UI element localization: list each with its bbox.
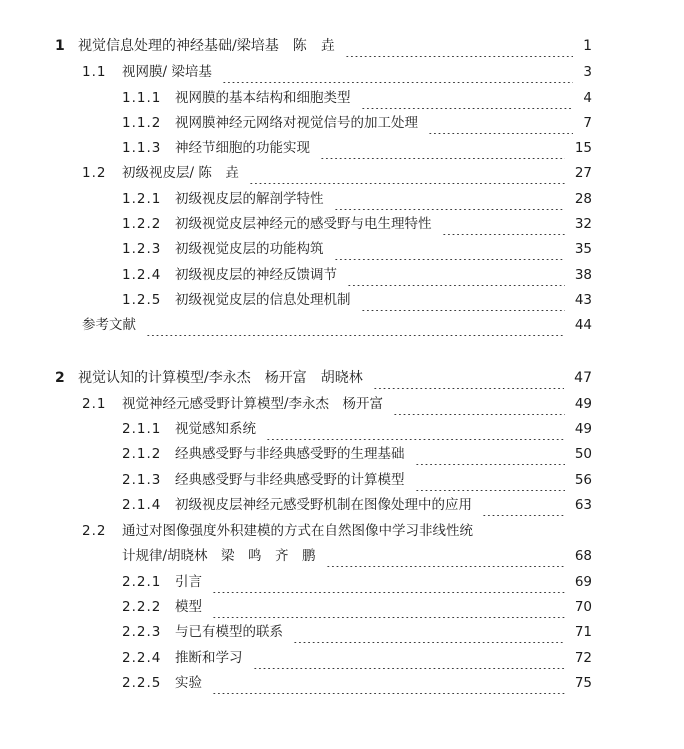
toc-entry-number: 2.1.2 [122,446,162,462]
toc-entry-number: 1.1 [82,64,107,80]
toc-entry-leader [482,494,565,516]
toc-entry-page: 38 [574,267,592,283]
toc-entry-author: / 陈 垚 [189,165,239,181]
toc-entry [0,418,684,440]
toc-entry-page: 49 [574,421,592,437]
toc-entry-title [175,87,351,109]
toc-entry-number: 2.1 [82,396,107,412]
toc-entry-title [78,367,363,389]
toc-entry-title [175,213,432,235]
toc-entry-number: 2.2 [82,523,107,539]
toc-entry-number: 1.2 [82,165,107,181]
toc-entry-leader [212,672,565,694]
toc-entry-title-text: 初级视皮层神经元感受野机制在图像处理中的应用 [175,497,472,513]
toc-entry-page: 71 [574,624,592,640]
toc-entry [0,137,684,159]
toc-entry-title [122,520,473,542]
toc-entry-title [175,571,202,593]
toc-entry [0,188,684,210]
toc-entry-leader [326,545,565,567]
toc-entry-number: 2.2.1 [122,574,162,590]
toc-entry-leader [347,264,565,286]
toc-entry-leader [212,571,565,593]
toc-entry-title [175,469,405,491]
toc-entry-leader [428,112,573,134]
toc-entry-leader [334,238,565,260]
toc-entry [0,289,684,311]
toc-entry-title-text: 模型 [175,599,202,615]
toc-entry [0,314,684,336]
toc-entry-page: 3 [583,64,592,80]
toc-entry [0,545,684,567]
toc-entry-leader [293,621,565,643]
toc-entry-title [175,443,405,465]
toc-entry-leader [253,647,565,669]
toc-entry-title [122,393,383,415]
toc-entry-page: 47 [574,370,592,386]
toc-entry-title [175,238,324,260]
toc-entry-page: 1 [583,38,592,54]
toc-entry [0,238,684,260]
toc-entry [0,162,684,184]
toc-entry-title-text: 视网膜的基本结构和细胞类型 [175,90,351,106]
toc-entry-number: 1.2.2 [122,216,162,232]
toc-entry-title-text: 初级视觉皮层神经元的感受野与电生理特性 [175,216,432,232]
toc-entry-author: /李永杰 杨开富 胡晓林 [204,370,363,386]
toc-entry-number: 2.2.4 [122,650,162,666]
toc-entry-leader [320,137,565,159]
toc-entry-number: 2.1.4 [122,497,162,513]
toc-entry-number: 1.2.5 [122,292,162,308]
toc-entry-page: 63 [574,497,592,513]
toc-entry-number: 2.2.2 [122,599,162,615]
toc-entry-title-text: 初级视皮层的解剖学特性 [175,191,324,207]
toc-entry [0,520,684,542]
toc-entry [0,494,684,516]
toc-entry [0,112,684,134]
toc-entry-title [175,289,351,311]
toc-entry-author: /梁培基 陈 垚 [232,38,335,54]
toc-entry-number: 1.1.3 [122,140,162,156]
toc-entry [0,213,684,235]
toc-entry-title-text: 初级视皮层 [122,165,190,181]
toc-entry-number: 2.2.3 [122,624,162,640]
toc-entry [0,87,684,109]
toc-entry [0,621,684,643]
toc-entry [0,264,684,286]
toc-entry-page: 7 [583,115,592,131]
toc-entry-title-text: 经典感受野与非经典感受野的生理基础 [175,446,405,462]
toc-entry-title-text: 与已有模型的联系 [175,624,283,640]
toc-entry-leader [361,87,573,109]
toc-entry-title-text: 引言 [175,574,202,590]
toc-entry-page: 43 [574,292,592,308]
toc-entry-page: 4 [583,90,592,106]
toc-entry-author: /胡晓林 梁 鸣 齐 鹏 [162,548,316,564]
toc-entry-page: 35 [574,241,592,257]
toc-entry-page: 75 [574,675,592,691]
toc-entry-leader [415,443,565,465]
toc-entry-title-text: 视觉神经元感受野计算模型 [122,396,284,412]
toc-entry-page: 49 [574,396,592,412]
toc-entry [0,61,684,83]
toc-entry-title [175,418,256,440]
toc-entry-title-text: 视觉认知的计算模型 [78,370,204,386]
toc-entry-page: 50 [574,446,592,462]
toc-entry-number: 2.2.5 [122,675,162,691]
toc-entry-title-text: 初级视觉皮层的信息处理机制 [175,292,351,308]
toc-entry-title [122,545,316,567]
toc-entry [0,672,684,694]
toc-entry-number: 1.2.1 [122,191,162,207]
toc-entry-title [175,264,337,286]
toc-entry-title-text: 通过对图像强度外积建模的方式在自然图像中学习非线性统 [122,523,473,539]
toc-entry-title-text: 推断和学习 [175,650,243,666]
toc-entry-leader [442,213,565,235]
toc-entry-number: 1.1.2 [122,115,162,131]
toc-entry-title-text: 初级视觉皮层的功能构筑 [175,241,324,257]
toc-entry-leader [393,393,565,415]
toc-entry-page: 68 [574,548,592,564]
toc-entry [0,571,684,593]
toc-entry-number: 2.1.1 [122,421,162,437]
toc-entry-title [122,162,239,184]
toc-entry-title [175,494,472,516]
toc-entry-page: 56 [574,472,592,488]
toc-entry-page: 15 [574,140,592,156]
toc-entry-leader [222,61,573,83]
toc-entry-title [78,35,335,57]
toc-entry-title [175,621,283,643]
toc-entry-title [122,61,212,83]
toc-entry-title-text: 初级视皮层的神经反馈调节 [175,267,337,283]
toc-entry-page: 28 [574,191,592,207]
toc-entry-leader [373,367,564,389]
toc-entry-title-text: 经典感受野与非经典感受野的计算模型 [175,472,405,488]
toc-entry-author: / 梁培基 [162,64,212,80]
toc-entry-leader [266,418,565,440]
toc-entry-title [175,137,310,159]
toc-entry-number: 1.2.3 [122,241,162,257]
toc-entry [0,647,684,669]
toc-entry [0,393,684,415]
toc-entry-title-text: 视觉信息处理的神经基础 [78,38,232,54]
toc-entry-title-text: 实验 [175,675,202,691]
toc-entry-page: 72 [574,650,592,666]
toc-entry-page: 69 [574,574,592,590]
toc-entry [0,443,684,465]
toc-entry-leader [345,35,573,57]
toc-entry-number: 1.1.1 [122,90,162,106]
toc-entry-title-text: 参考文献 [82,317,136,333]
toc-entry-title-text: 神经节细胞的功能实现 [175,140,310,156]
toc-entry-leader [249,162,565,184]
toc-entry-leader [415,469,565,491]
toc-entry-title-text: 视网膜 [122,64,163,80]
toc-entry-title-text: 计规律 [122,548,163,564]
toc-entry-number: 2 [55,370,66,386]
toc-entry-page: 70 [574,599,592,615]
toc-entry-number: 1 [55,38,66,54]
toc-entry-title [82,314,136,336]
toc-entry [0,596,684,618]
toc-entry-number: 2.1.3 [122,472,162,488]
toc-entry [0,469,684,491]
toc-entry-title [175,672,202,694]
toc-entry-title [175,647,243,669]
toc-entry-number: 1.2.4 [122,267,162,283]
toc-entry [0,35,684,57]
toc-entry-title [175,112,418,134]
toc-entry-author: /李永杰 杨开富 [284,396,384,412]
toc-entry-leader [361,289,565,311]
toc-entry-title-text: 视网膜神经元网络对视觉信号的加工处理 [175,115,418,131]
toc-entry-page: 44 [574,317,592,333]
toc-entry-page: 27 [574,165,592,181]
toc-entry-page: 32 [574,216,592,232]
toc-entry-leader [212,596,565,618]
toc-entry-leader [334,188,565,210]
toc-entry-leader [146,314,565,336]
toc-entry-title-text: 视觉感知系统 [175,421,256,437]
toc-entry [0,367,684,389]
toc-entry-title [175,596,202,618]
toc-entry-title [175,188,324,210]
